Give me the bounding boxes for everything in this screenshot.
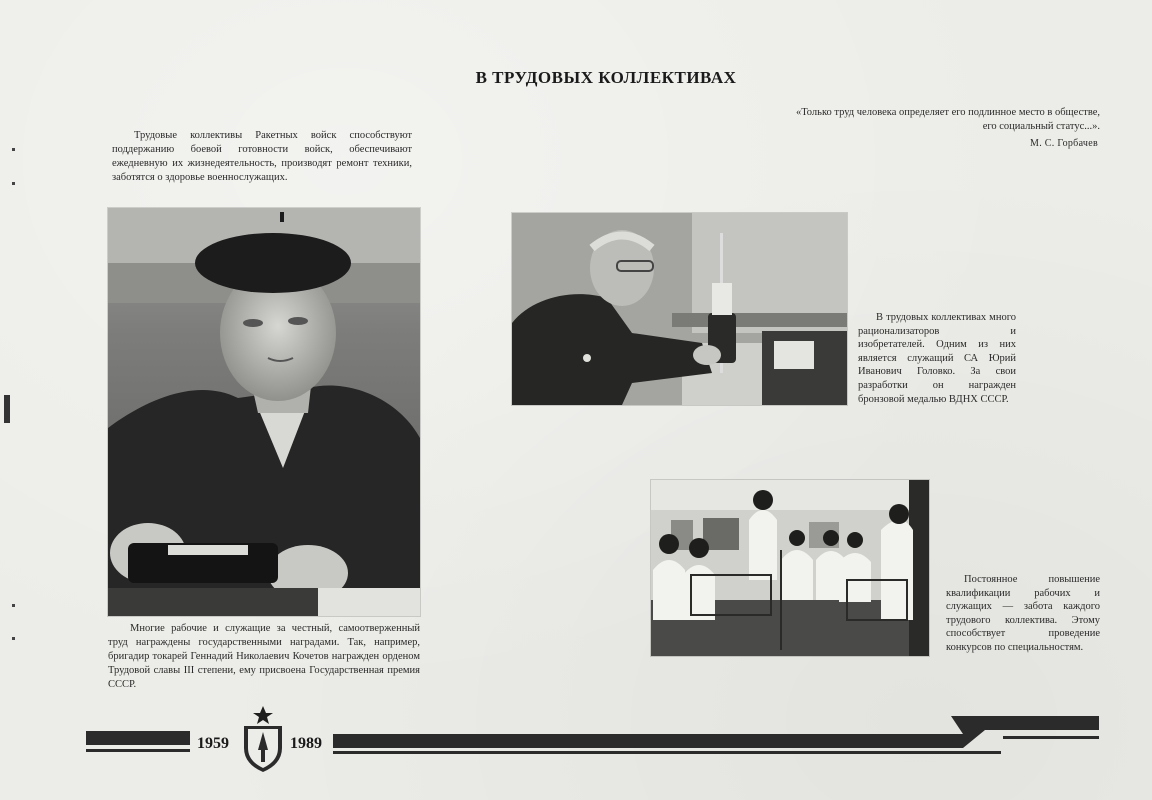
intro-paragraph: Трудовые коллективы Ракетных войск способствуют поддержанию боевой готовности войск, обеспечивают ежедневную их жизнедеятельность, производят ремонт техники, заботятся о здоровье военнослужащих. [112, 130, 412, 183]
emblem-icon [238, 704, 288, 774]
caption-worker: Многие рабочие и служащие за честный, самоотверженный труд награждены государственными наградами. Так, например, бригадир токарей Геннадий Николаевич Кочетов награжден орденом Трудовой славы III степени, ему присвоена Государственная премия СССР. [108, 623, 420, 690]
year-end: 1989 [290, 735, 322, 752]
footer-arrow-shape [943, 714, 1103, 754]
photo-contest [651, 480, 929, 656]
photo-contest-illustration [651, 480, 929, 656]
footer-stripe-right-thin [333, 751, 1001, 754]
binder-mark [12, 604, 15, 607]
binder-mark [12, 182, 15, 185]
binder-mark [12, 637, 15, 640]
page-title: В ТРУДОВЫХ КОЛЛЕКТИВАХ [475, 68, 737, 87]
caption-inventor: В трудовых коллективах много рационализаторов и изобретателей. Одним из них является служащий СА Юрий Иванович Головко. За свои разработки он награжден бронзовой медалью ВДНХ СССР. [858, 312, 1016, 405]
footer-stripe-right [333, 734, 963, 748]
footer-stripe-left [86, 731, 190, 745]
photo-worker [108, 208, 420, 616]
epigraph-quote: «Только труд человека определяет его подлинное место в обществе, его социальный статус...». [795, 107, 1100, 132]
epigraph-author: М. С. Горбачев [1030, 138, 1098, 149]
photo-inventor-illustration [512, 213, 847, 405]
photo-inventor [512, 213, 847, 405]
footer-stripe-left-thin [86, 749, 190, 752]
year-start: 1959 [197, 735, 229, 752]
photo-worker-illustration [108, 208, 420, 616]
binder-mark [12, 148, 15, 151]
caption-contest: Постоянное повышение квалификации рабочих и служащих — забота каждого трудового коллектива. Этому способствует проведение конкурсов по специальностям. [946, 574, 1100, 653]
binder-clip [4, 395, 10, 423]
